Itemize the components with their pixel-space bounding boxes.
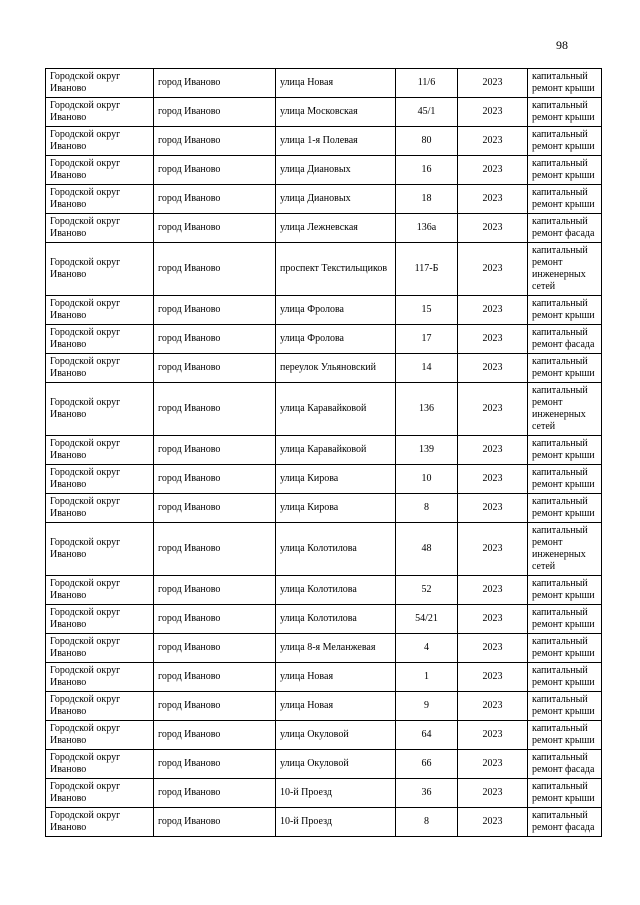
street-cell: 10-й Проезд xyxy=(276,808,396,837)
table-row xyxy=(46,634,602,663)
year-cell: 2023 xyxy=(458,494,528,523)
year-cell: 2023 xyxy=(458,243,528,296)
city-cell: город Иваново xyxy=(154,383,276,436)
house-number-cell: 36 xyxy=(396,779,458,808)
street-cell: улица Новая xyxy=(276,69,396,98)
city-cell: город Иваново xyxy=(154,576,276,605)
district-cell: Городской округ Иваново xyxy=(46,605,154,634)
district-cell: Городской округ Иваново xyxy=(46,185,154,214)
street-cell: улица Окуловой xyxy=(276,750,396,779)
city-cell: город Иваново xyxy=(154,127,276,156)
year-cell: 2023 xyxy=(458,663,528,692)
work-type-cell: капитальный ремонт крыши xyxy=(528,98,602,127)
table-row xyxy=(46,243,602,296)
street-cell: улица 1-я Полевая xyxy=(276,127,396,156)
city-cell: город Иваново xyxy=(154,69,276,98)
city-cell: город Иваново xyxy=(154,243,276,296)
year-cell: 2023 xyxy=(458,465,528,494)
city-cell: город Иваново xyxy=(154,296,276,325)
city-cell: город Иваново xyxy=(154,692,276,721)
city-cell: город Иваново xyxy=(154,663,276,692)
table-row xyxy=(46,98,602,127)
district-cell: Городской округ Иваново xyxy=(46,354,154,383)
district-cell: Городской округ Иваново xyxy=(46,663,154,692)
repair-register-table xyxy=(45,68,602,837)
street-cell: переулок Ульяновский xyxy=(276,354,396,383)
year-cell: 2023 xyxy=(458,354,528,383)
work-type-cell: капитальный ремонт крыши xyxy=(528,494,602,523)
table-row xyxy=(46,156,602,185)
table-row xyxy=(46,750,602,779)
table-row xyxy=(46,127,602,156)
work-type-cell: капитальный ремонт крыши xyxy=(528,779,602,808)
year-cell: 2023 xyxy=(458,127,528,156)
house-number-cell: 10 xyxy=(396,465,458,494)
year-cell: 2023 xyxy=(458,383,528,436)
street-cell: улица Каравайковой xyxy=(276,436,396,465)
district-cell: Городской округ Иваново xyxy=(46,576,154,605)
work-type-cell: капитальный ремонт крыши xyxy=(528,69,602,98)
house-number-cell: 52 xyxy=(396,576,458,605)
house-number-cell: 16 xyxy=(396,156,458,185)
house-number-cell: 1 xyxy=(396,663,458,692)
district-cell: Городской округ Иваново xyxy=(46,156,154,185)
year-cell: 2023 xyxy=(458,750,528,779)
city-cell: город Иваново xyxy=(154,750,276,779)
city-cell: город Иваново xyxy=(154,354,276,383)
house-number-cell: 11/6 xyxy=(396,69,458,98)
house-number-cell: 14 xyxy=(396,354,458,383)
street-cell: улица Московская xyxy=(276,98,396,127)
city-cell: город Иваново xyxy=(154,185,276,214)
work-type-cell: капитальный ремонт фасада xyxy=(528,214,602,243)
year-cell: 2023 xyxy=(458,634,528,663)
work-type-cell: капитальный ремонт крыши xyxy=(528,634,602,663)
table-row xyxy=(46,605,602,634)
district-cell: Городской округ Иваново xyxy=(46,721,154,750)
table-row xyxy=(46,69,602,98)
district-cell: Городской округ Иваново xyxy=(46,523,154,576)
work-type-cell: капитальный ремонт инженерных сетей xyxy=(528,383,602,436)
house-number-cell: 8 xyxy=(396,494,458,523)
district-cell: Городской округ Иваново xyxy=(46,808,154,837)
house-number-cell: 4 xyxy=(396,634,458,663)
street-cell: улица Лежневская xyxy=(276,214,396,243)
table-row xyxy=(46,576,602,605)
city-cell: город Иваново xyxy=(154,98,276,127)
house-number-cell: 66 xyxy=(396,750,458,779)
table-row xyxy=(46,185,602,214)
table-body xyxy=(46,69,602,837)
city-cell: город Иваново xyxy=(154,808,276,837)
house-number-cell: 117-Б xyxy=(396,243,458,296)
district-cell: Городской округ Иваново xyxy=(46,494,154,523)
street-cell: улица Колотилова xyxy=(276,576,396,605)
year-cell: 2023 xyxy=(458,296,528,325)
district-cell: Городской округ Иваново xyxy=(46,127,154,156)
table-row xyxy=(46,494,602,523)
table-row xyxy=(46,779,602,808)
street-cell: улица 8-я Меланжевая xyxy=(276,634,396,663)
table-row xyxy=(46,354,602,383)
city-cell: город Иваново xyxy=(154,523,276,576)
year-cell: 2023 xyxy=(458,214,528,243)
city-cell: город Иваново xyxy=(154,214,276,243)
city-cell: город Иваново xyxy=(154,325,276,354)
street-cell: улица Кирова xyxy=(276,465,396,494)
work-type-cell: капитальный ремонт крыши xyxy=(528,692,602,721)
year-cell: 2023 xyxy=(458,523,528,576)
house-number-cell: 8 xyxy=(396,808,458,837)
street-cell: проспект Текстильщиков xyxy=(276,243,396,296)
work-type-cell: капитальный ремонт крыши xyxy=(528,296,602,325)
district-cell: Городской округ Иваново xyxy=(46,214,154,243)
street-cell: 10-й Проезд xyxy=(276,779,396,808)
street-cell: улица Колотилова xyxy=(276,605,396,634)
district-cell: Городской округ Иваново xyxy=(46,325,154,354)
house-number-cell: 17 xyxy=(396,325,458,354)
house-number-cell: 15 xyxy=(396,296,458,325)
year-cell: 2023 xyxy=(458,436,528,465)
street-cell: улица Фролова xyxy=(276,296,396,325)
work-type-cell: капитальный ремонт фасада xyxy=(528,750,602,779)
work-type-cell: капитальный ремонт крыши xyxy=(528,185,602,214)
work-type-cell: капитальный ремонт крыши xyxy=(528,436,602,465)
street-cell: улица Новая xyxy=(276,663,396,692)
street-cell: улица Каравайковой xyxy=(276,383,396,436)
district-cell: Городской округ Иваново xyxy=(46,750,154,779)
year-cell: 2023 xyxy=(458,325,528,354)
district-cell: Городской округ Иваново xyxy=(46,692,154,721)
work-type-cell: капитальный ремонт крыши xyxy=(528,465,602,494)
work-type-cell: капитальный ремонт инженерных сетей xyxy=(528,523,602,576)
year-cell: 2023 xyxy=(458,605,528,634)
city-cell: город Иваново xyxy=(154,721,276,750)
house-number-cell: 64 xyxy=(396,721,458,750)
table-row xyxy=(46,523,602,576)
year-cell: 2023 xyxy=(458,576,528,605)
city-cell: город Иваново xyxy=(154,156,276,185)
house-number-cell: 48 xyxy=(396,523,458,576)
district-cell: Городской округ Иваново xyxy=(46,98,154,127)
street-cell: улица Кирова xyxy=(276,494,396,523)
district-cell: Городской округ Иваново xyxy=(46,634,154,663)
year-cell: 2023 xyxy=(458,779,528,808)
district-cell: Городской округ Иваново xyxy=(46,69,154,98)
house-number-cell: 54/21 xyxy=(396,605,458,634)
street-cell: улица Окуловой xyxy=(276,721,396,750)
street-cell: улица Колотилова xyxy=(276,523,396,576)
table-row xyxy=(46,663,602,692)
year-cell: 2023 xyxy=(458,185,528,214)
year-cell: 2023 xyxy=(458,692,528,721)
house-number-cell: 45/1 xyxy=(396,98,458,127)
work-type-cell: капитальный ремонт крыши xyxy=(528,663,602,692)
work-type-cell: капитальный ремонт крыши xyxy=(528,354,602,383)
city-cell: город Иваново xyxy=(154,465,276,494)
city-cell: город Иваново xyxy=(154,779,276,808)
work-type-cell: капитальный ремонт инженерных сетей xyxy=(528,243,602,296)
district-cell: Городской округ Иваново xyxy=(46,296,154,325)
table-row xyxy=(46,436,602,465)
house-number-cell: 136 xyxy=(396,383,458,436)
district-cell: Городской округ Иваново xyxy=(46,465,154,494)
district-cell: Городской округ Иваново xyxy=(46,383,154,436)
district-cell: Городской округ Иваново xyxy=(46,779,154,808)
street-cell: улица Диановых xyxy=(276,185,396,214)
house-number-cell: 80 xyxy=(396,127,458,156)
house-number-cell: 18 xyxy=(396,185,458,214)
street-cell: улица Фролова xyxy=(276,325,396,354)
year-cell: 2023 xyxy=(458,808,528,837)
house-number-cell: 9 xyxy=(396,692,458,721)
year-cell: 2023 xyxy=(458,69,528,98)
page-number: 98 xyxy=(556,38,568,52)
table-row xyxy=(46,465,602,494)
year-cell: 2023 xyxy=(458,156,528,185)
table-row xyxy=(46,214,602,243)
table-row xyxy=(46,721,602,750)
table-row xyxy=(46,383,602,436)
city-cell: город Иваново xyxy=(154,605,276,634)
city-cell: город Иваново xyxy=(154,436,276,465)
city-cell: город Иваново xyxy=(154,494,276,523)
work-type-cell: капитальный ремонт крыши xyxy=(528,127,602,156)
city-cell: город Иваново xyxy=(154,634,276,663)
work-type-cell: капитальный ремонт крыши xyxy=(528,605,602,634)
street-cell: улица Диановых xyxy=(276,156,396,185)
street-cell: улица Новая xyxy=(276,692,396,721)
work-type-cell: капитальный ремонт фасада xyxy=(528,808,602,837)
table-row xyxy=(46,808,602,837)
work-type-cell: капитальный ремонт крыши xyxy=(528,576,602,605)
table-row xyxy=(46,296,602,325)
work-type-cell: капитальный ремонт фасада xyxy=(528,325,602,354)
work-type-cell: капитальный ремонт крыши xyxy=(528,156,602,185)
work-type-cell: капитальный ремонт крыши xyxy=(528,721,602,750)
district-cell: Городской округ Иваново xyxy=(46,243,154,296)
year-cell: 2023 xyxy=(458,98,528,127)
table-row xyxy=(46,692,602,721)
year-cell: 2023 xyxy=(458,721,528,750)
house-number-cell: 139 xyxy=(396,436,458,465)
house-number-cell: 136а xyxy=(396,214,458,243)
table-row xyxy=(46,325,602,354)
district-cell: Городской округ Иваново xyxy=(46,436,154,465)
